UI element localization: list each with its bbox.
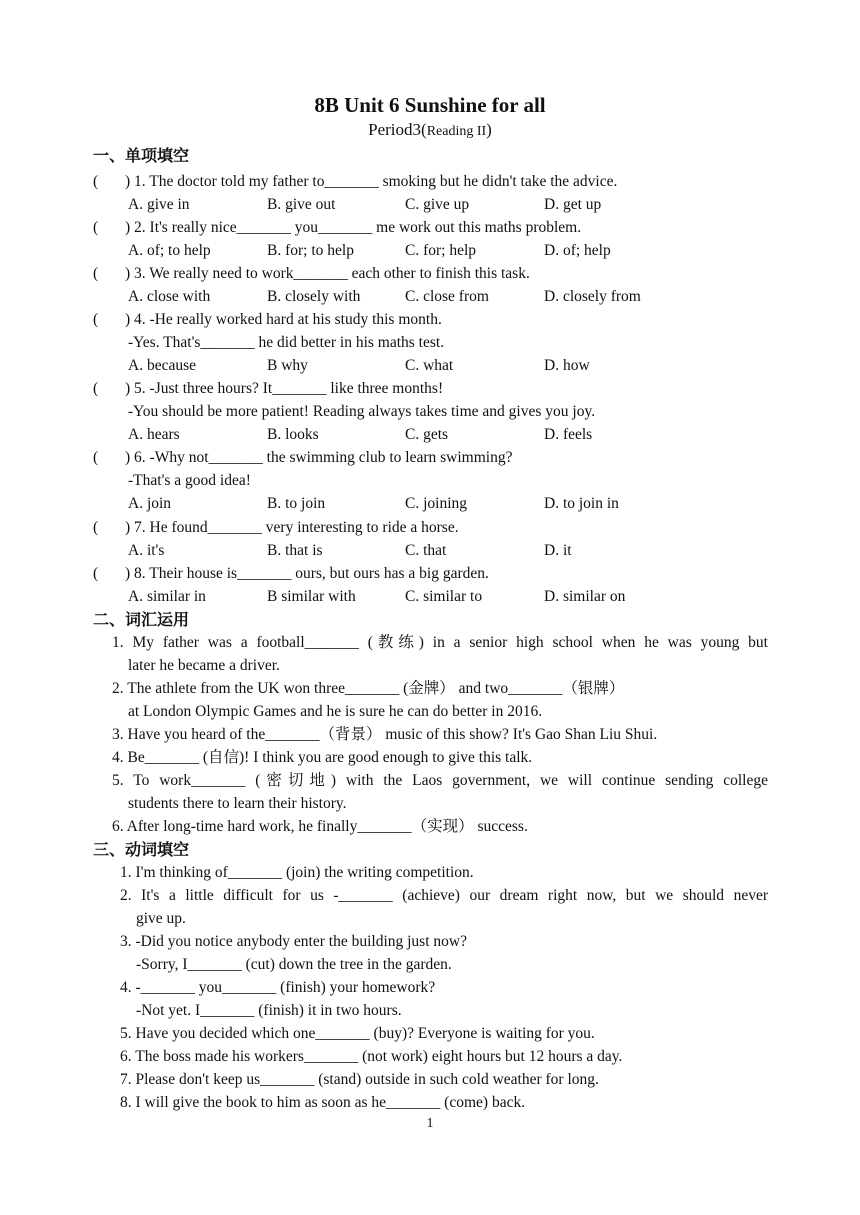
option-b: B. to join [267,495,326,512]
question-4 [93,308,442,331]
question-2 [93,216,581,239]
subtitle-small: Reading II [426,124,487,139]
verb-item-4-cont: -Not yet. I_______ (finish) it in two hours. [136,1002,402,1019]
question-5-extra: -You should be more patient! Reading always takes time and gives you joy. [128,403,596,420]
answer-paren[interactable]: ( [93,265,99,282]
verb-item-7: 7. Please don't keep us_______ (stand) outside in such cold weather for long. [120,1071,599,1088]
question-1 [93,170,617,193]
question-4-extra: -Yes. That's_______ he did better in his maths test. [128,334,445,351]
option-b: B. for; to help [267,242,354,259]
verb-item-8: 8. I will give the book to him as soon as he_______ (come) back. [120,1094,526,1111]
answer-paren[interactable]: ( [93,311,99,328]
option-d: D. to join in [544,495,619,512]
option-b: B. give out [267,196,336,213]
question-stem: ) 6. -Why not_______ the swimming club to learn swimming? [125,449,513,466]
question-6 [93,446,512,469]
vocab-item-6: 6. After long-time hard work, he finally_______（实现） success. [112,818,528,835]
worksheet-subtitle [0,119,860,143]
vocab-item-4: 4. Be_______ (自信)! I think you are good enough to give this talk. [112,749,533,766]
section1-heading: 一、单项填空 [93,146,190,165]
question-stem: ) 1. The doctor told my father to_______ smoking but he didn't take the advice. [125,173,618,190]
option-d: D. closely from [544,288,641,305]
verb-item-5: 5. Have you decided which one_______ (buy)? Everyone is waiting for you. [120,1025,595,1042]
option-d: D. feels [544,426,593,443]
option-d: D. it [544,542,572,559]
subtitle-main: Period3( [368,120,427,139]
question-stem: ) 5. -Just three hours? It_______ like three months! [125,380,444,397]
answer-paren[interactable]: ( [93,519,99,536]
option-a: A. close with [128,288,211,305]
question-stem: ) 7. He found_______ very interesting to ride a horse. [125,519,459,536]
vocab-item-5: 5. To work_______ (密切地) with the Laos government, we will continue sending college [112,772,768,789]
answer-paren[interactable]: ( [93,449,99,466]
vocab-item-1: 1. My father was a football_______ (教练) in a senior high school when he was young but [112,634,768,651]
option-c: C. that [405,542,447,559]
answer-paren[interactable]: ( [93,565,99,582]
vocab-item-1-cont: later he became a driver. [128,657,280,674]
verb-item-4: 4. -_______ you_______ (finish) your homework? [120,979,436,996]
question-8 [93,562,489,585]
vocab-item-2: 2. The athlete from the UK won three_______ (金牌） and two_______（银牌） [112,680,625,697]
question-3 [93,262,530,285]
answer-paren[interactable]: ( [93,380,99,397]
option-b: B. closely with [267,288,361,305]
question-stem: ) 8. Their house is_______ ours, but ours has a big garden. [125,565,489,582]
option-c: C. close from [405,288,489,305]
vocab-item-3: 3. Have you heard of the_______（背景） music of this show? It's Gao Shan Liu Shui. [112,726,658,743]
verb-item-2-cont: give up. [136,910,186,927]
question-stem: ) 4. -He really worked hard at his study this month. [125,311,442,328]
section2-heading: 二、词汇运用 [93,610,190,629]
option-c: C. joining [405,495,468,512]
verb-item-2: 2. It's a little difficult for us -_______ (achieve) our dream right now, but we should never [120,887,768,904]
option-c: C. for; help [405,242,477,259]
option-b: B. that is [267,542,323,559]
option-b: B why [267,357,308,374]
option-a: A. give in [128,196,190,213]
option-b: B. looks [267,426,319,443]
option-d: D. get up [544,196,602,213]
option-a: A. hears [128,426,180,443]
option-c: C. give up [405,196,470,213]
verb-item-3-cont: -Sorry, I_______ (cut) down the tree in the garden. [136,956,452,973]
question-6-extra: -That's a good idea! [128,472,251,489]
question-stem: ) 2. It's really nice_______ you_______ me work out this maths problem. [125,219,582,236]
option-d: D. of; help [544,242,611,259]
option-d: D. how [544,357,590,374]
option-a: A. similar in [128,588,206,605]
verb-item-1: 1. I'm thinking of_______ (join) the writing competition. [120,864,474,881]
verb-item-6: 6. The boss made his workers_______ (not work) eight hours but 12 hours a day. [120,1048,623,1065]
question-stem: ) 3. We really need to work_______ each other to finish this task. [125,265,530,282]
option-d: D. similar on [544,588,626,605]
option-a: A. because [128,357,196,374]
option-a: A. it's [128,542,165,559]
answer-paren[interactable]: ( [93,173,99,190]
question-5 [93,377,443,400]
option-a: A. join [128,495,172,512]
page-number: 1 [426,1116,434,1131]
worksheet-title: 8B Unit 6 Sunshine for all [314,93,546,117]
vocab-item-2-cont: at London Olympic Games and he is sure he can do better in 2016. [128,703,543,720]
section3-heading: 三、动词填空 [93,840,190,859]
option-c: C. what [405,357,454,374]
verb-item-3: 3. -Did you notice anybody enter the building just now? [120,933,467,950]
vocab-item-5-cont: students there to learn their history. [128,795,347,812]
subtitle-close: ) [486,120,492,139]
option-a: A. of; to help [128,242,211,259]
option-c: C. gets [405,426,449,443]
option-b: B similar with [267,588,356,605]
option-c: C. similar to [405,588,483,605]
question-7 [93,516,459,539]
answer-paren[interactable]: ( [93,219,99,236]
